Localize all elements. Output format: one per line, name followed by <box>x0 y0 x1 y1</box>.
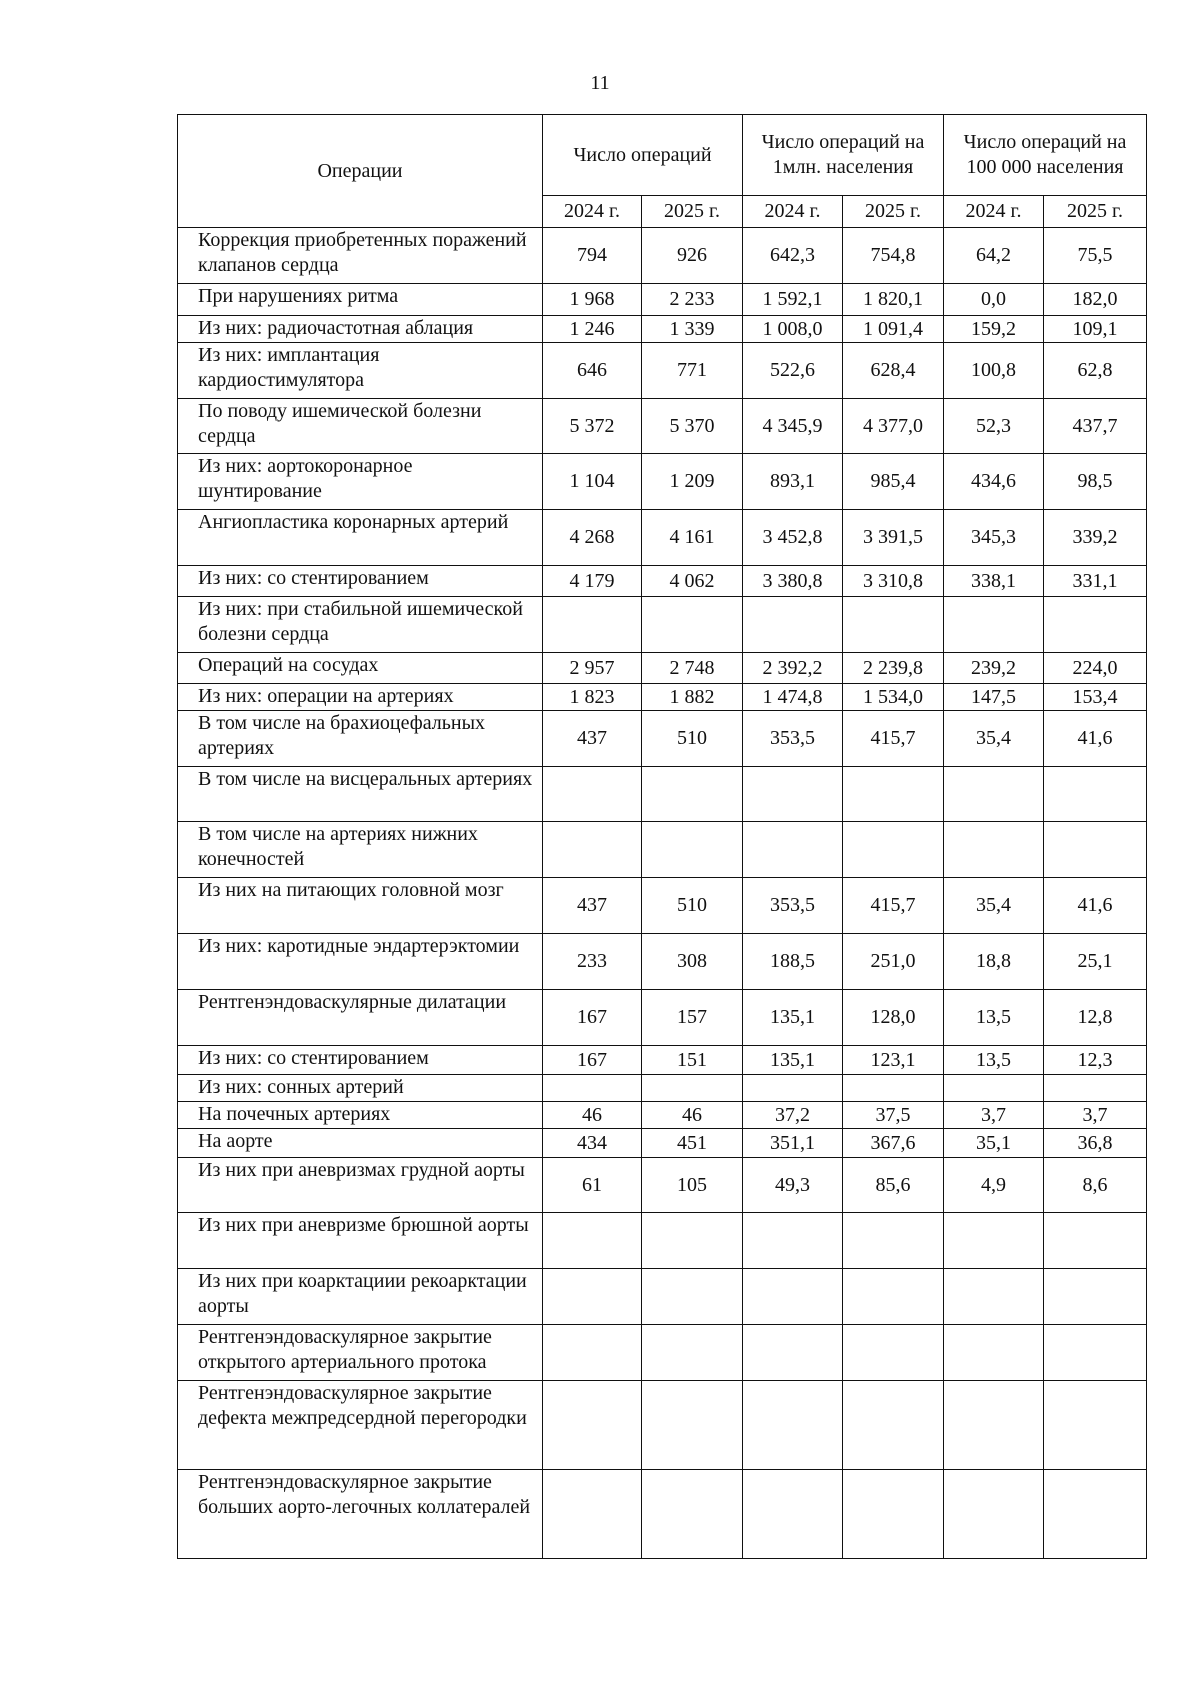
row-value-cell: 3 380,8 <box>743 566 843 597</box>
row-value-cell <box>642 1325 743 1381</box>
table-row <box>178 343 1147 399</box>
row-operation-name: Ангиопластика коронарных артерий <box>178 510 543 566</box>
row-value-cell: 35,4 <box>944 711 1044 767</box>
row-value-cell: 36,8 <box>1044 1129 1147 1158</box>
row-value-cell: 52,3 <box>944 399 1044 454</box>
row-value-cell <box>543 1381 642 1470</box>
row-value-cell <box>743 1213 843 1269</box>
row-value-cell: 135,1 <box>743 990 843 1046</box>
row-value-cell <box>1044 597 1147 653</box>
row-value-cell <box>642 1269 743 1325</box>
row-value-cell: 5 372 <box>543 399 642 454</box>
row-operation-name: Из них: аортокоронарное шунтирование <box>178 454 543 510</box>
row-operation-name: На аорте <box>178 1129 543 1158</box>
row-value-cell <box>642 1213 743 1269</box>
row-value-cell: 771 <box>642 343 743 399</box>
row-value-cell <box>543 822 642 878</box>
row-value-cell <box>1044 1213 1147 1269</box>
row-value-cell <box>743 597 843 653</box>
row-value-cell <box>843 597 944 653</box>
row-value-cell: 41,6 <box>1044 878 1147 934</box>
table-row <box>178 454 1147 510</box>
header-group-count <box>543 115 743 196</box>
row-operation-name: Из них: каротидные эндартерэктомии <box>178 934 543 990</box>
row-operation-name: Рентгенэндоваскулярное закрытие открытого артериального протока <box>178 1325 543 1381</box>
row-value-cell: 351,1 <box>743 1129 843 1158</box>
row-value-cell: 12,3 <box>1044 1046 1147 1075</box>
row-value-cell: 794 <box>543 228 642 284</box>
row-value-cell <box>843 822 944 878</box>
row-value-cell: 345,3 <box>944 510 1044 566</box>
row-value-cell: 1 008,0 <box>743 316 843 343</box>
row-value-cell <box>843 767 944 822</box>
row-value-cell <box>543 1470 642 1559</box>
row-value-cell <box>743 1269 843 1325</box>
row-value-cell: 251,0 <box>843 934 944 990</box>
row-value-cell: 159,2 <box>944 316 1044 343</box>
header-group-per-million-label: Число операций на 1млн. населения <box>761 131 925 178</box>
table-row <box>178 1213 1147 1269</box>
row-value-cell <box>1044 1325 1147 1381</box>
row-value-cell: 415,7 <box>843 878 944 934</box>
row-value-cell <box>944 822 1044 878</box>
row-value-cell: 167 <box>543 1046 642 1075</box>
row-value-cell <box>743 822 843 878</box>
table-row <box>178 711 1147 767</box>
row-value-cell: 2 239,8 <box>843 653 944 684</box>
row-value-cell: 3 391,5 <box>843 510 944 566</box>
row-value-cell: 510 <box>642 878 743 934</box>
header-year: 2024 г. <box>743 196 843 228</box>
row-value-cell <box>543 1269 642 1325</box>
row-value-cell: 233 <box>543 934 642 990</box>
header-year: 2024 г. <box>543 196 642 228</box>
table-row <box>178 934 1147 990</box>
row-value-cell: 331,1 <box>1044 566 1147 597</box>
row-operation-name: Из них на питающих головной мозг <box>178 878 543 934</box>
row-value-cell <box>743 1325 843 1381</box>
table-row <box>178 228 1147 284</box>
table-row <box>178 990 1147 1046</box>
row-value-cell <box>743 767 843 822</box>
row-operation-name: Коррекция приобретенных поражений клапанов сердца <box>178 228 543 284</box>
table-row <box>178 399 1147 454</box>
row-value-cell: 1 820,1 <box>843 284 944 316</box>
row-value-cell: 339,2 <box>1044 510 1147 566</box>
row-value-cell: 3,7 <box>944 1102 1044 1129</box>
row-value-cell: 893,1 <box>743 454 843 510</box>
row-value-cell: 128,0 <box>843 990 944 1046</box>
row-value-cell <box>743 1470 843 1559</box>
table-row <box>178 316 1147 343</box>
row-value-cell <box>944 1470 1044 1559</box>
table-row <box>178 1075 1147 1102</box>
row-value-cell <box>843 1075 944 1102</box>
row-value-cell: 4,9 <box>944 1158 1044 1213</box>
row-operation-name: Рентгенэндоваскулярные дилатации <box>178 990 543 1046</box>
row-value-cell <box>642 1075 743 1102</box>
table-row <box>178 510 1147 566</box>
row-value-cell: 188,5 <box>743 934 843 990</box>
row-value-cell: 105 <box>642 1158 743 1213</box>
row-value-cell: 510 <box>642 711 743 767</box>
header-group-per-100k-label: Число операций на 100 000 населения <box>963 131 1127 178</box>
table-row <box>178 1269 1147 1325</box>
row-value-cell <box>743 1075 843 1102</box>
row-value-cell: 41,6 <box>1044 711 1147 767</box>
row-value-cell <box>944 1213 1044 1269</box>
header-group-per-million <box>743 115 944 196</box>
row-value-cell: 12,8 <box>1044 990 1147 1046</box>
row-operation-name: На почечных артериях <box>178 1102 543 1129</box>
row-operation-name: В том числе на брахиоцефальных артериях <box>178 711 543 767</box>
row-value-cell: 1 968 <box>543 284 642 316</box>
row-value-cell: 522,6 <box>743 343 843 399</box>
row-value-cell: 25,1 <box>1044 934 1147 990</box>
row-value-cell: 1 592,1 <box>743 284 843 316</box>
header-year: 2024 г. <box>944 196 1044 228</box>
row-operation-name: Из них: со стентированием <box>178 1046 543 1075</box>
row-value-cell <box>843 1269 944 1325</box>
row-value-cell: 754,8 <box>843 228 944 284</box>
row-value-cell <box>843 1325 944 1381</box>
row-operation-name: Из них: сонных артерий <box>178 1075 543 1102</box>
row-value-cell: 1 339 <box>642 316 743 343</box>
row-value-cell: 437 <box>543 711 642 767</box>
row-value-cell <box>543 1075 642 1102</box>
row-value-cell: 100,8 <box>944 343 1044 399</box>
row-value-cell: 4 161 <box>642 510 743 566</box>
row-value-cell: 98,5 <box>1044 454 1147 510</box>
row-value-cell: 147,5 <box>944 684 1044 711</box>
row-value-cell: 3 452,8 <box>743 510 843 566</box>
row-operation-name: Из них при аневризмах грудной аорты <box>178 1158 543 1213</box>
row-operation-name: Из них: со стентированием <box>178 566 543 597</box>
table-body <box>178 228 1147 1559</box>
row-operation-name: При нарушениях ритма <box>178 284 543 316</box>
header-operations: Операции <box>178 115 543 228</box>
row-value-cell: 2 748 <box>642 653 743 684</box>
table-row <box>178 767 1147 822</box>
row-value-cell: 49,3 <box>743 1158 843 1213</box>
table-row <box>178 284 1147 316</box>
row-value-cell <box>944 597 1044 653</box>
row-operation-name: В том числе на висцеральных артериях <box>178 767 543 822</box>
row-value-cell: 109,1 <box>1044 316 1147 343</box>
header-year: 2025 г. <box>843 196 944 228</box>
row-value-cell <box>1044 767 1147 822</box>
row-value-cell: 153,4 <box>1044 684 1147 711</box>
row-value-cell: 224,0 <box>1044 653 1147 684</box>
table-row <box>178 653 1147 684</box>
row-value-cell <box>1044 1381 1147 1470</box>
row-value-cell <box>543 597 642 653</box>
row-value-cell: 2 233 <box>642 284 743 316</box>
table-row <box>178 822 1147 878</box>
row-value-cell: 353,5 <box>743 878 843 934</box>
table-row <box>178 1325 1147 1381</box>
row-value-cell: 18,8 <box>944 934 1044 990</box>
header-year: 2025 г. <box>642 196 743 228</box>
row-value-cell: 37,5 <box>843 1102 944 1129</box>
row-value-cell: 437 <box>543 878 642 934</box>
row-value-cell: 2 392,2 <box>743 653 843 684</box>
row-value-cell: 1 823 <box>543 684 642 711</box>
row-value-cell: 1 104 <box>543 454 642 510</box>
row-value-cell: 3 310,8 <box>843 566 944 597</box>
row-value-cell <box>543 1213 642 1269</box>
row-value-cell <box>1044 1269 1147 1325</box>
row-value-cell <box>543 767 642 822</box>
row-value-cell: 4 345,9 <box>743 399 843 454</box>
row-value-cell: 985,4 <box>843 454 944 510</box>
row-value-cell: 135,1 <box>743 1046 843 1075</box>
row-value-cell <box>843 1213 944 1269</box>
row-value-cell: 0,0 <box>944 284 1044 316</box>
row-value-cell: 4 179 <box>543 566 642 597</box>
row-value-cell: 1 091,4 <box>843 316 944 343</box>
row-value-cell: 5 370 <box>642 399 743 454</box>
row-value-cell: 2 957 <box>543 653 642 684</box>
header-year: 2025 г. <box>1044 196 1147 228</box>
row-value-cell: 157 <box>642 990 743 1046</box>
row-operation-name: Из них: при стабильной ишемической болезни сердца <box>178 597 543 653</box>
row-value-cell <box>543 1325 642 1381</box>
header-row-groups <box>178 115 1147 196</box>
row-value-cell: 642,3 <box>743 228 843 284</box>
row-value-cell: 1 882 <box>642 684 743 711</box>
table-row <box>178 684 1147 711</box>
row-value-cell <box>843 1381 944 1470</box>
row-value-cell: 415,7 <box>843 711 944 767</box>
row-operation-name: Из них: имплантация кардиостимулятора <box>178 343 543 399</box>
header-group-count-label: Число операций <box>573 143 712 166</box>
row-value-cell: 35,4 <box>944 878 1044 934</box>
row-value-cell: 46 <box>642 1102 743 1129</box>
row-value-cell: 437,7 <box>1044 399 1147 454</box>
row-operation-name: Рентгенэндоваскулярное закрытие дефекта межпредсердной перегородки <box>178 1381 543 1470</box>
table-row <box>178 1129 1147 1158</box>
row-value-cell: 926 <box>642 228 743 284</box>
table-row <box>178 597 1147 653</box>
page-number: 11 <box>590 72 610 94</box>
row-value-cell <box>1044 1075 1147 1102</box>
header-group-per-100k <box>944 115 1147 196</box>
row-value-cell: 3,7 <box>1044 1102 1147 1129</box>
row-value-cell: 37,2 <box>743 1102 843 1129</box>
row-value-cell: 4 062 <box>642 566 743 597</box>
row-value-cell <box>944 1381 1044 1470</box>
row-value-cell: 353,5 <box>743 711 843 767</box>
row-value-cell <box>642 1470 743 1559</box>
row-value-cell: 151 <box>642 1046 743 1075</box>
row-operation-name: Рентгенэндоваскулярное закрытие больших аорто-легочных коллатералей <box>178 1470 543 1559</box>
row-value-cell: 35,1 <box>944 1129 1044 1158</box>
row-value-cell: 434,6 <box>944 454 1044 510</box>
row-value-cell: 4 268 <box>543 510 642 566</box>
row-value-cell: 182,0 <box>1044 284 1147 316</box>
table-row <box>178 1470 1147 1559</box>
row-value-cell <box>944 1325 1044 1381</box>
row-value-cell: 308 <box>642 934 743 990</box>
row-value-cell: 628,4 <box>843 343 944 399</box>
row-value-cell: 1 534,0 <box>843 684 944 711</box>
row-value-cell <box>944 1075 1044 1102</box>
row-value-cell: 239,2 <box>944 653 1044 684</box>
row-value-cell: 167 <box>543 990 642 1046</box>
row-value-cell: 62,8 <box>1044 343 1147 399</box>
row-value-cell <box>843 1470 944 1559</box>
table-row <box>178 1381 1147 1470</box>
row-operation-name: По поводу ишемической болезни сердца <box>178 399 543 454</box>
row-value-cell <box>743 1381 843 1470</box>
row-value-cell: 8,6 <box>1044 1158 1147 1213</box>
row-value-cell: 338,1 <box>944 566 1044 597</box>
row-value-cell: 75,5 <box>1044 228 1147 284</box>
row-value-cell <box>642 822 743 878</box>
row-value-cell <box>642 767 743 822</box>
operations-table <box>177 114 1147 1559</box>
table-row <box>178 1046 1147 1075</box>
row-value-cell <box>944 767 1044 822</box>
row-operation-name: Операций на сосудах <box>178 653 543 684</box>
row-operation-name: Из них: операции на артериях <box>178 684 543 711</box>
table-row <box>178 566 1147 597</box>
row-value-cell <box>1044 822 1147 878</box>
row-value-cell: 434 <box>543 1129 642 1158</box>
row-value-cell <box>1044 1470 1147 1559</box>
row-value-cell: 4 377,0 <box>843 399 944 454</box>
row-value-cell: 123,1 <box>843 1046 944 1075</box>
table-row <box>178 1158 1147 1213</box>
row-value-cell <box>642 1381 743 1470</box>
row-value-cell <box>642 597 743 653</box>
row-operation-name: Из них при аневризме брюшной аорты <box>178 1213 543 1269</box>
row-value-cell: 451 <box>642 1129 743 1158</box>
table-row <box>178 1102 1147 1129</box>
row-operation-name: В том числе на артериях нижних конечностей <box>178 822 543 878</box>
row-operation-name: Из них: радиочастотная аблация <box>178 316 543 343</box>
row-value-cell: 13,5 <box>944 1046 1044 1075</box>
row-value-cell: 61 <box>543 1158 642 1213</box>
row-value-cell: 1 246 <box>543 316 642 343</box>
row-value-cell: 46 <box>543 1102 642 1129</box>
row-value-cell: 64,2 <box>944 228 1044 284</box>
row-value-cell: 13,5 <box>944 990 1044 1046</box>
table-row <box>178 878 1147 934</box>
row-value-cell: 646 <box>543 343 642 399</box>
row-operation-name: Из них при коарктациии рекоарктации аорты <box>178 1269 543 1325</box>
row-value-cell: 85,6 <box>843 1158 944 1213</box>
row-value-cell: 1 209 <box>642 454 743 510</box>
row-value-cell: 1 474,8 <box>743 684 843 711</box>
row-value-cell <box>944 1269 1044 1325</box>
row-value-cell: 367,6 <box>843 1129 944 1158</box>
